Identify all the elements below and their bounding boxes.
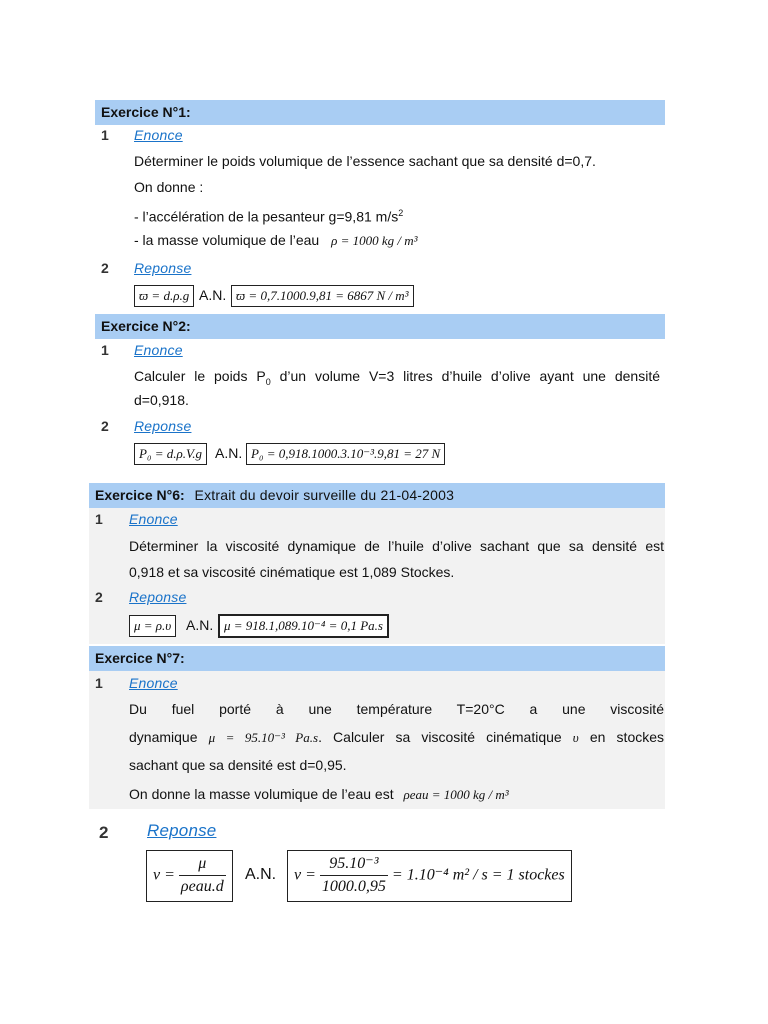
ex7-result-denominator: 1000.0,95 xyxy=(321,878,386,895)
ex7-statement-line-2 xyxy=(129,728,664,747)
ex2-line1-end: d’un volume V=3 litres d’huile d’olive ayant une densité xyxy=(270,368,660,384)
ex7-enonce-label: Enonce xyxy=(129,675,178,691)
ex2-line1-start: Calculer le poids P xyxy=(134,368,266,384)
ex6-enonce-number: 1 xyxy=(95,511,103,527)
ex7-formula-numerator: μ xyxy=(179,853,226,876)
ex2-p0-subscript: 0 xyxy=(265,376,271,387)
ex7-line2-start: dynamique xyxy=(129,729,198,745)
ex7-formula-box xyxy=(146,850,233,902)
ex1-result-box: ϖ = 0,7.1000.9,81 = 6867 N / m³ xyxy=(231,285,414,307)
ex1-water-density-formula: ρ = 1000 kg / m³ xyxy=(331,233,418,248)
exercise-1-title: Exercice N°1: xyxy=(101,104,191,120)
ex7-statement-line-4 xyxy=(129,785,509,804)
ex6-reponse-label: Reponse xyxy=(129,589,187,605)
ex7-water-density-text: On donne la masse volumique de l’eau est xyxy=(129,786,394,802)
ex2-reponse-label: Reponse xyxy=(134,418,192,434)
ex7-line2-middle: . Calculer sa viscosité cinématique xyxy=(318,729,562,745)
ex2-result-box: P₀ = 0,918.1000.3.10⁻³.9,81 = 27 N xyxy=(246,443,445,465)
ex7-formula-denominator: ρeau.d xyxy=(180,878,224,895)
ex7-reponse-heading xyxy=(147,821,216,841)
ex1-gravity-exponent: 2 xyxy=(398,208,404,218)
ex6-result-box: μ = 918.1,089.10⁻⁴ = 0,1 Pa.s xyxy=(218,614,389,638)
ex7-result-box xyxy=(287,850,572,902)
exercise-1-header xyxy=(95,100,665,125)
ex1-enonce-heading xyxy=(134,127,183,143)
ex7-formula-lhs: ν = xyxy=(153,866,175,884)
ex6-statement-line-1: Déterminer la viscosité dynamique de l’huile d’olive sachant que sa densité est xyxy=(129,538,664,554)
ex2-an-label: A.N. xyxy=(215,445,243,461)
ex1-enonce-label: Enonce xyxy=(134,127,183,143)
exercise-6-subtitle: Extrait du devoir surveille du 21-04-2003 xyxy=(194,487,455,503)
ex2-reponse-number: 2 xyxy=(101,418,109,434)
ex6-enonce-label: Enonce xyxy=(129,511,178,527)
ex1-reponse-heading xyxy=(134,260,191,276)
ex7-mu-formula: μ = 95.10⁻³ Pa.s xyxy=(208,730,319,745)
ex7-nu-symbol: υ xyxy=(572,730,579,745)
ex1-gravity-text: - l’accélération de la pesanteur g=9,81 m/s xyxy=(134,208,399,225)
exercise-7-title: Exercice N°7: xyxy=(95,650,185,666)
ex1-an-label: A.N. xyxy=(199,287,227,303)
ex7-result-lhs: ν = xyxy=(294,866,316,884)
ex1-reponse-label: Reponse xyxy=(134,260,192,276)
ex1-reponse-number: 2 xyxy=(101,260,109,276)
ex1-statement-line-1: Déterminer le poids volumique de l’essence sachant que sa densité d=0,7. xyxy=(134,153,596,169)
ex6-statement-line-2: 0,918 et sa viscosité cinématique est 1,089 Stockes. xyxy=(129,564,455,580)
ex7-formula-fraction xyxy=(179,853,226,898)
ex2-statement-line-2: d=0,918. xyxy=(134,392,189,408)
ex7-result-rhs: = 1.10⁻⁴ m² / s = 1 stockes xyxy=(391,866,565,884)
ex7-line2-end: en stockes xyxy=(589,729,665,745)
ex7-reponse-number: 2 xyxy=(99,823,109,842)
ex2-enonce-heading xyxy=(134,342,183,358)
ex1-statement-line-4 xyxy=(134,231,418,250)
ex2-reponse-heading xyxy=(134,418,191,434)
ex1-statement-line-2: On donne : xyxy=(134,179,204,195)
ex2-formula-box: P₀ = d.ρ.V.g xyxy=(134,443,207,465)
exercise-2-title: Exercice N°2: xyxy=(101,318,191,334)
ex2-statement-line-1 xyxy=(134,367,660,391)
exercise-6-header xyxy=(89,483,665,508)
ex6-reponse-heading xyxy=(129,589,186,605)
ex7-statement-line-1: Du fuel porté à une température T=20°C a une viscosité xyxy=(129,701,664,717)
ex6-reponse-number: 2 xyxy=(95,589,103,605)
ex7-reponse-label: Reponse xyxy=(147,821,217,840)
ex2-enonce-number: 1 xyxy=(101,342,109,358)
ex2-enonce-label: Enonce xyxy=(134,342,183,358)
exercise-6-title: Exercice N°6: xyxy=(95,487,185,503)
ex6-an-label: A.N. xyxy=(186,617,214,633)
ex7-result-fraction xyxy=(320,853,388,898)
ex7-statement-line-3: sachant que sa densité est d=0,95. xyxy=(129,757,347,773)
ex7-an-label: A.N. xyxy=(245,866,277,883)
ex6-enonce-heading xyxy=(129,511,178,527)
ex1-formula-box: ϖ = d.ρ.g xyxy=(134,285,194,307)
ex7-enonce-heading xyxy=(129,675,178,691)
ex7-enonce-number: 1 xyxy=(95,675,103,691)
ex7-result-numerator: 95.10⁻³ xyxy=(320,853,388,876)
ex6-formula-box: μ = ρ.υ xyxy=(129,615,176,637)
exercise-2-header xyxy=(95,314,665,339)
ex1-enonce-number: 1 xyxy=(101,127,109,143)
ex1-water-density-text: - la masse volumique de l’eau xyxy=(134,232,320,248)
ex1-statement-line-3 xyxy=(134,204,403,226)
ex7-water-density-formula: ρeau = 1000 kg / m³ xyxy=(403,787,509,802)
exercise-7-header xyxy=(89,646,665,671)
